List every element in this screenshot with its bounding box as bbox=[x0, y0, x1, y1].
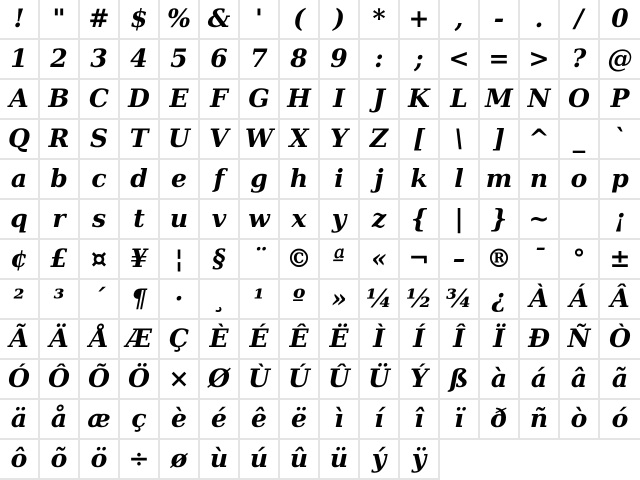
glyph-cell[interactable]: i bbox=[320, 160, 360, 200]
glyph-cell[interactable]: · bbox=[160, 280, 200, 320]
glyph-cell[interactable]: Ä bbox=[40, 320, 80, 360]
glyph-cell[interactable]: Ú bbox=[280, 360, 320, 400]
glyph-cell[interactable]: A bbox=[0, 80, 40, 120]
glyph-cell[interactable]: k bbox=[400, 160, 440, 200]
glyph-cell[interactable]: v bbox=[200, 200, 240, 240]
glyph-cell[interactable]: ¿ bbox=[480, 280, 520, 320]
glyph-cell[interactable]: + bbox=[400, 0, 440, 40]
glyph-cell[interactable]: 3 bbox=[80, 40, 120, 80]
glyph-cell[interactable]: I bbox=[320, 80, 360, 120]
glyph-cell[interactable]: , bbox=[440, 0, 480, 40]
glyph-cell[interactable]: « bbox=[360, 240, 400, 280]
glyph-cell[interactable]: ~ bbox=[520, 200, 560, 240]
empty-area bbox=[520, 440, 560, 480]
glyph-cell[interactable]: ú bbox=[240, 440, 280, 480]
glyph-cell[interactable]: º bbox=[280, 280, 320, 320]
glyph-cell[interactable]: [ bbox=[400, 120, 440, 160]
glyph-cell[interactable]: 9 bbox=[320, 40, 360, 80]
glyph-cell[interactable]: ë bbox=[280, 400, 320, 440]
glyph-cell[interactable]: B bbox=[40, 80, 80, 120]
glyph-cell[interactable]: ² bbox=[0, 280, 40, 320]
glyph-cell[interactable]: C bbox=[80, 80, 120, 120]
glyph-cell[interactable]: ç bbox=[120, 400, 160, 440]
glyph-cell[interactable]: ª bbox=[320, 240, 360, 280]
glyph-cell[interactable]: ( bbox=[280, 0, 320, 40]
glyph-cell[interactable]: Ñ bbox=[560, 320, 600, 360]
glyph-cell[interactable]: ¨ bbox=[240, 240, 280, 280]
glyph-cell[interactable]: F bbox=[200, 80, 240, 120]
glyph-cell[interactable]: ó bbox=[600, 400, 640, 440]
glyph-cell[interactable]: » bbox=[320, 280, 360, 320]
glyph-cell[interactable]: Í bbox=[400, 320, 440, 360]
glyph-cell[interactable]: Ù bbox=[240, 360, 280, 400]
glyph-cell[interactable]: Ò bbox=[600, 320, 640, 360]
glyph-cell[interactable]: Ô bbox=[40, 360, 80, 400]
glyph-cell[interactable]: ) bbox=[320, 0, 360, 40]
glyph-cell[interactable]: ± bbox=[600, 240, 640, 280]
glyph-cell[interactable]: 8 bbox=[280, 40, 320, 80]
glyph-cell[interactable]: ÷ bbox=[120, 440, 160, 480]
glyph-cell[interactable]: ñ bbox=[520, 400, 560, 440]
glyph-cell[interactable]: } bbox=[480, 200, 520, 240]
glyph-cell[interactable]: d bbox=[120, 160, 160, 200]
glyph-cell[interactable]: ü bbox=[320, 440, 360, 480]
glyph-cell[interactable]: > bbox=[520, 40, 560, 80]
glyph-cell[interactable]: _ bbox=[560, 120, 600, 160]
glyph-cell[interactable]: ã bbox=[600, 360, 640, 400]
glyph-cell[interactable]: L bbox=[440, 80, 480, 120]
glyph-cell[interactable]: \ bbox=[440, 120, 480, 160]
glyph-cell[interactable]: c bbox=[80, 160, 120, 200]
glyph-cell[interactable]: ³ bbox=[40, 280, 80, 320]
glyph-cell[interactable]: 0 bbox=[600, 0, 640, 40]
glyph-cell[interactable]: ¢ bbox=[0, 240, 40, 280]
glyph-cell[interactable]: ä bbox=[0, 400, 40, 440]
glyph-cell[interactable]: H bbox=[280, 80, 320, 120]
glyph-cell[interactable]: : bbox=[360, 40, 400, 80]
glyph-cell[interactable]: Ý bbox=[400, 360, 440, 400]
glyph-cell[interactable]: Ì bbox=[360, 320, 400, 360]
glyph-cell[interactable]: Ê bbox=[280, 320, 320, 360]
glyph-cell[interactable]: É bbox=[240, 320, 280, 360]
glyph-cell[interactable]: . bbox=[520, 0, 560, 40]
glyph-cell[interactable]: N bbox=[520, 80, 560, 120]
glyph-cell[interactable]: Q bbox=[0, 120, 40, 160]
glyph-cell[interactable]: â bbox=[560, 360, 600, 400]
glyph-cell[interactable]: K bbox=[400, 80, 440, 120]
glyph-cell[interactable]: 4 bbox=[120, 40, 160, 80]
glyph-cell[interactable]: ¤ bbox=[80, 240, 120, 280]
glyph-cell[interactable]: J bbox=[360, 80, 400, 120]
glyph-cell[interactable]: V bbox=[200, 120, 240, 160]
glyph-cell[interactable]: é bbox=[200, 400, 240, 440]
glyph-cell[interactable]: × bbox=[160, 360, 200, 400]
glyph-cell[interactable]: e bbox=[160, 160, 200, 200]
glyph-cell[interactable]: Û bbox=[320, 360, 360, 400]
empty-area bbox=[440, 440, 480, 480]
glyph-cell[interactable]: % bbox=[160, 0, 200, 40]
glyph-cell[interactable]: D bbox=[120, 80, 160, 120]
glyph-cell[interactable]: È bbox=[200, 320, 240, 360]
glyph-cell[interactable]: Æ bbox=[120, 320, 160, 360]
glyph-cell[interactable]: ö bbox=[80, 440, 120, 480]
glyph-cell[interactable]: h bbox=[280, 160, 320, 200]
glyph-cell[interactable]: ø bbox=[160, 440, 200, 480]
glyph-cell[interactable]: Ã bbox=[0, 320, 40, 360]
glyph-cell[interactable]: Ø bbox=[200, 360, 240, 400]
glyph-cell[interactable]: o bbox=[560, 160, 600, 200]
glyph-cell[interactable]: À bbox=[520, 280, 560, 320]
glyph-cell-blank bbox=[560, 200, 600, 240]
glyph-cell[interactable]: î bbox=[400, 400, 440, 440]
glyph-cell[interactable]: ß bbox=[440, 360, 480, 400]
glyph-cell[interactable]: Õ bbox=[80, 360, 120, 400]
glyph-cell[interactable]: 6 bbox=[200, 40, 240, 80]
glyph-cell[interactable]: Ü bbox=[360, 360, 400, 400]
glyph-cell[interactable]: x bbox=[280, 200, 320, 240]
glyph-cell[interactable]: Z bbox=[360, 120, 400, 160]
glyph-cell[interactable]: X bbox=[280, 120, 320, 160]
glyph-cell[interactable]: r bbox=[40, 200, 80, 240]
glyph-cell[interactable]: ¦ bbox=[160, 240, 200, 280]
glyph-cell[interactable]: 2 bbox=[40, 40, 80, 80]
glyph-cell[interactable]: í bbox=[360, 400, 400, 440]
glyph-cell[interactable]: j bbox=[360, 160, 400, 200]
glyph-cell[interactable]: W bbox=[240, 120, 280, 160]
glyph-cell[interactable]: / bbox=[560, 0, 600, 40]
glyph-cell[interactable]: © bbox=[280, 240, 320, 280]
glyph-cell[interactable]: Î bbox=[440, 320, 480, 360]
glyph-cell[interactable]: è bbox=[160, 400, 200, 440]
glyph-cell[interactable]: § bbox=[200, 240, 240, 280]
glyph-cell[interactable]: z bbox=[360, 200, 400, 240]
glyph-cell[interactable]: m bbox=[480, 160, 520, 200]
glyph-cell[interactable]: ¹ bbox=[240, 280, 280, 320]
glyph-cell[interactable]: Ö bbox=[120, 360, 160, 400]
glyph-cell[interactable]: R bbox=[40, 120, 80, 160]
glyph-cell[interactable]: O bbox=[560, 80, 600, 120]
glyph-cell[interactable]: ! bbox=[0, 0, 40, 40]
glyph-cell[interactable]: = bbox=[480, 40, 520, 80]
glyph-cell[interactable]: ´ bbox=[80, 280, 120, 320]
glyph-cell[interactable]: ' bbox=[240, 0, 280, 40]
glyph-cell[interactable]: ¶ bbox=[120, 280, 160, 320]
glyph-cell[interactable]: ò bbox=[560, 400, 600, 440]
glyph-cell[interactable]: b bbox=[40, 160, 80, 200]
glyph-cell[interactable]: Ð bbox=[520, 320, 560, 360]
glyph-cell[interactable]: ô bbox=[0, 440, 40, 480]
glyph-cell[interactable]: @ bbox=[600, 40, 640, 80]
glyph-cell[interactable]: ¾ bbox=[440, 280, 480, 320]
glyph-cell[interactable]: Ç bbox=[160, 320, 200, 360]
glyph-cell[interactable]: Ó bbox=[0, 360, 40, 400]
glyph-cell[interactable]: ý bbox=[360, 440, 400, 480]
glyph-cell[interactable]: á bbox=[520, 360, 560, 400]
glyph-cell[interactable]: ê bbox=[240, 400, 280, 440]
glyph-cell[interactable]: ¼ bbox=[360, 280, 400, 320]
glyph-cell[interactable]: £ bbox=[40, 240, 80, 280]
glyph-cell[interactable]: t bbox=[120, 200, 160, 240]
glyph-cell[interactable]: $ bbox=[120, 0, 160, 40]
glyph-cell[interactable]: ÿ bbox=[400, 440, 440, 480]
glyph-cell[interactable]: õ bbox=[40, 440, 80, 480]
glyph-cell[interactable]: { bbox=[400, 200, 440, 240]
glyph-cell[interactable]: 1 bbox=[0, 40, 40, 80]
glyph-cell[interactable]: ` bbox=[600, 120, 640, 160]
glyph-cell[interactable]: u bbox=[160, 200, 200, 240]
glyph-cell[interactable]: Å bbox=[80, 320, 120, 360]
glyph-cell[interactable]: ¸ bbox=[200, 280, 240, 320]
glyph-cell[interactable]: ¡ bbox=[600, 200, 640, 240]
glyph-cell[interactable]: Ï bbox=[480, 320, 520, 360]
glyph-cell[interactable]: ® bbox=[480, 240, 520, 280]
glyph-cell[interactable]: 5 bbox=[160, 40, 200, 80]
glyph-cell[interactable]: < bbox=[440, 40, 480, 80]
glyph-cell[interactable]: å bbox=[40, 400, 80, 440]
glyph-cell[interactable]: ¥ bbox=[120, 240, 160, 280]
glyph-cell[interactable]: à bbox=[480, 360, 520, 400]
empty-area bbox=[480, 440, 520, 480]
glyph-cell[interactable]: ù bbox=[200, 440, 240, 480]
glyph-cell[interactable]: g bbox=[240, 160, 280, 200]
glyph-cell[interactable]: ð bbox=[480, 400, 520, 440]
glyph-cell[interactable]: E bbox=[160, 80, 200, 120]
glyph-cell[interactable]: G bbox=[240, 80, 280, 120]
glyph-cell[interactable]: Â bbox=[600, 280, 640, 320]
glyph-cell[interactable]: æ bbox=[80, 400, 120, 440]
glyph-cell[interactable]: Ë bbox=[320, 320, 360, 360]
glyph-cell[interactable]: * bbox=[360, 0, 400, 40]
glyph-cell[interactable]: P bbox=[600, 80, 640, 120]
glyph-cell[interactable]: f bbox=[200, 160, 240, 200]
glyph-cell[interactable]: # bbox=[80, 0, 120, 40]
glyph-cell[interactable]: S bbox=[80, 120, 120, 160]
glyph-cell[interactable]: & bbox=[200, 0, 240, 40]
glyph-cell[interactable]: ] bbox=[480, 120, 520, 160]
glyph-cell[interactable]: ½ bbox=[400, 280, 440, 320]
glyph-cell[interactable]: | bbox=[440, 200, 480, 240]
glyph-cell[interactable]: ^ bbox=[520, 120, 560, 160]
glyph-cell[interactable]: T bbox=[120, 120, 160, 160]
glyph-cell[interactable]: n bbox=[520, 160, 560, 200]
glyph-cell[interactable]: p bbox=[600, 160, 640, 200]
glyph-cell[interactable]: M bbox=[480, 80, 520, 120]
empty-area bbox=[560, 440, 600, 480]
glyph-cell[interactable]: – bbox=[440, 240, 480, 280]
glyph-cell[interactable]: ï bbox=[440, 400, 480, 440]
glyph-cell[interactable]: ¬ bbox=[400, 240, 440, 280]
glyph-cell[interactable]: ì bbox=[320, 400, 360, 440]
glyph-cell[interactable]: " bbox=[40, 0, 80, 40]
glyph-cell[interactable]: y bbox=[320, 200, 360, 240]
glyph-cell[interactable]: l bbox=[440, 160, 480, 200]
glyph-cell[interactable]: w bbox=[240, 200, 280, 240]
glyph-cell[interactable]: Y bbox=[320, 120, 360, 160]
glyph-cell[interactable]: Á bbox=[560, 280, 600, 320]
glyph-cell[interactable]: a bbox=[0, 160, 40, 200]
glyph-cell[interactable]: û bbox=[280, 440, 320, 480]
glyph-cell[interactable]: 7 bbox=[240, 40, 280, 80]
glyph-cell[interactable]: - bbox=[480, 0, 520, 40]
empty-area bbox=[600, 440, 640, 480]
glyph-cell[interactable]: ? bbox=[560, 40, 600, 80]
glyph-cell[interactable]: U bbox=[160, 120, 200, 160]
glyph-cell[interactable]: ¯ bbox=[520, 240, 560, 280]
glyph-cell[interactable]: ; bbox=[400, 40, 440, 80]
glyph-cell[interactable]: s bbox=[80, 200, 120, 240]
glyph-cell[interactable]: q bbox=[0, 200, 40, 240]
glyph-cell[interactable]: ° bbox=[560, 240, 600, 280]
